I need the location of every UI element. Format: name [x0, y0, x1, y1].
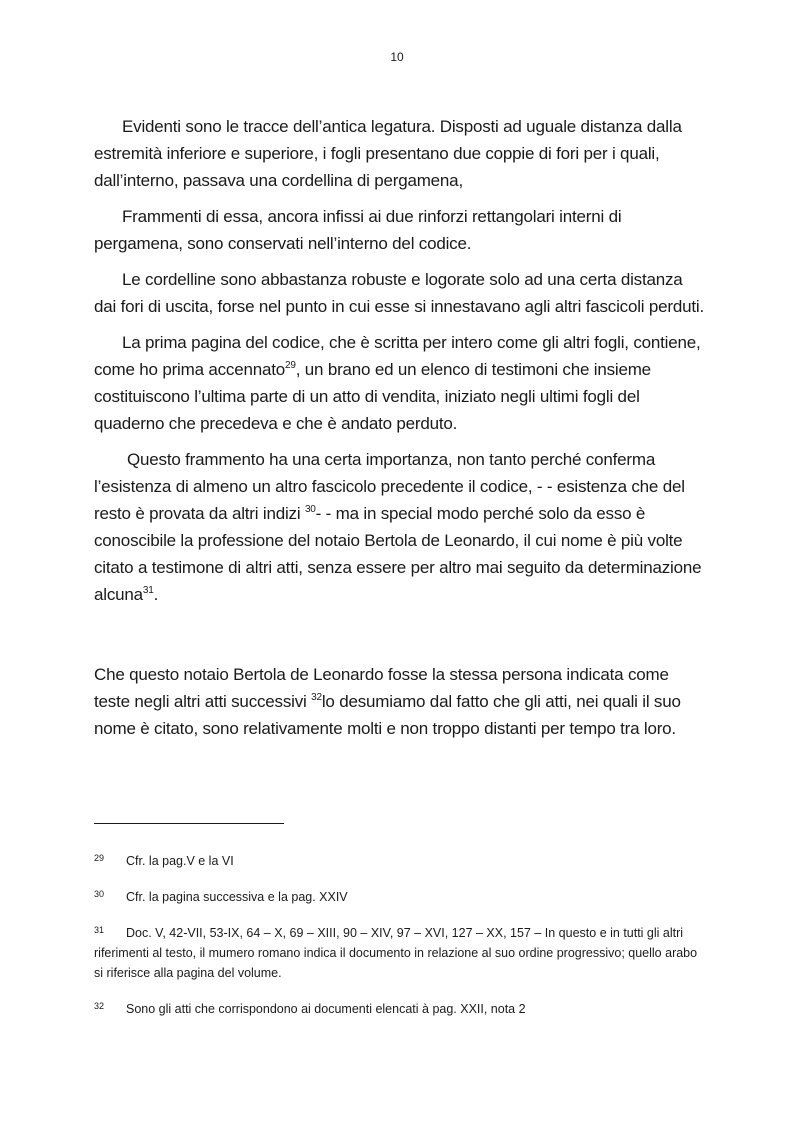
paragraph-3: Le cordelline sono abbastanza robuste e logorate solo ad una certa distanza dai fori di uscita, forse nel punto in cui esse si innestavano agli altri fascicoli perduti. — [94, 270, 704, 316]
paragraph-5-text-a: Questo frammento ha una certa importanza, non tanto perché conferma l’esistenza di almeno un altro fascicolo precedente il codice, - - esistenza che del resto è provata da altri indizi — [94, 450, 685, 523]
footnote-ref-30[interactable]: 30 — [304, 504, 316, 515]
footnote-number: 32 — [94, 1001, 105, 1011]
body-text — [94, 113, 704, 751]
paragraph-4 — [94, 329, 704, 437]
paragraph-1: Evidenti sono le tracce dell’antica legatura. Disposti ad uguale distanza dalla estremità inferiore e superiore, i fogli presentano due coppie di fori per i quali, dall’interno, passava una cordellina di pergamena, — [94, 117, 682, 190]
paragraph-5 — [94, 446, 704, 608]
paragraph-5-text-c: . — [153, 585, 159, 604]
footnote-text: Doc. V, 42-VII, 53-IX, 64 – X, 69 – XIII, 90 – XIV, 97 – XVI, 127 – XX, 157 – In questo e in tutti gli altri riferimenti al testo, il mumero romano indica il documento in relazione al suo ordine progressivo; quello arabo si riferisce alla pagina del volume. — [94, 926, 698, 980]
paragraph-6-text-b: lo desumiamo dal fatto che gli atti, nei quali il suo nome è citato, sono relativamente molti e non troppo distanti per tempo tra loro. — [94, 692, 681, 738]
footnote-32 — [94, 996, 704, 1019]
paragraph-5-text-b: - - ma in special modo perché solo da esso è conoscibile la professione del notaio Bertola de Leonardo, il cui nome è più volte citato a testimone di altri atti, senza essere per altro mai seguito da determinazione alcuna — [94, 504, 702, 604]
paragraph-2: Frammenti di essa, ancora infissi ai due rinforzi rettangolari interni di pergamena, sono conservati nell’interno del codice. — [94, 207, 622, 253]
page-number: 10 — [390, 50, 404, 64]
footnote-29 — [94, 848, 704, 871]
footnote-number: 31 — [94, 925, 105, 935]
footnote-separator — [94, 823, 284, 824]
footnote-ref-32[interactable]: 32 — [311, 692, 322, 703]
paragraph-gap — [94, 617, 704, 661]
footnote-30 — [94, 884, 704, 907]
paragraph-6-text-a: Che questo notaio Bertola de Leonardo fosse la stessa persona indicata come teste negli altri atti successivi — [94, 665, 669, 711]
paragraph-6 — [94, 661, 704, 742]
footnote-ref-31[interactable]: 31 — [142, 585, 154, 596]
paragraph-4-text-a: La prima pagina del codice, che è scritta per intero come gli altri fogli, contiene, come ho prima accennato — [94, 333, 701, 379]
footnote-31 — [94, 920, 704, 983]
footnote-text: Cfr. la pag.V e la VI — [126, 854, 234, 868]
footnote-number: 30 — [94, 889, 105, 899]
footnotes — [94, 848, 704, 1032]
footnote-text: Cfr. la pagina successiva e la pag. XXIV — [126, 890, 348, 904]
footnote-number: 29 — [94, 853, 105, 863]
footnote-text: Sono gli atti che corrispondono ai documenti elencati à pag. XXII, nota 2 — [126, 1002, 526, 1016]
footnote-ref-29[interactable]: 29 — [285, 360, 296, 371]
paragraph-4-text-b: , un brano ed un elenco di testimoni che insieme costituiscono l’ultima parte di un atto di vendita, iniziato negli ultimi fogli del quaderno che precedeva e che è andato perduto. — [94, 360, 651, 433]
